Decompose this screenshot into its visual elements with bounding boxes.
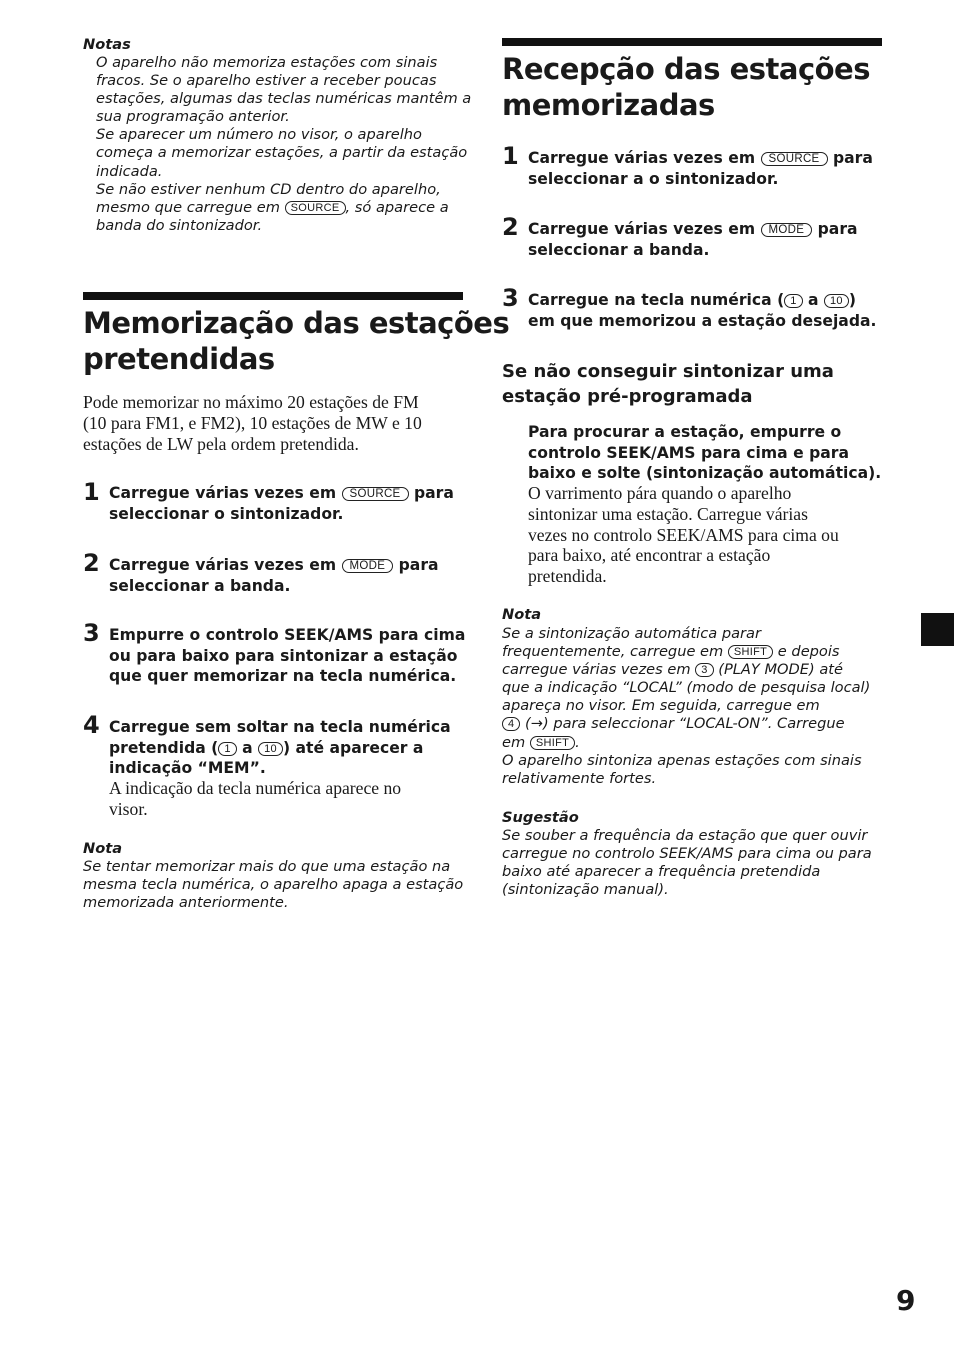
notes-line: indicada. — [96, 162, 163, 180]
shift-key: SHIFT — [530, 736, 575, 750]
step-text: Carregue várias vezes em SOURCE para seleccionar o sintonizador. — [109, 484, 454, 523]
mode-key: MODE — [761, 223, 813, 237]
step-text: Empurre o controlo SEEK/AMS para cima ou para baixo para sintonizar a estação que quer memorizar na tecla numérica. — [109, 626, 466, 686]
shift-key: SHIFT — [728, 645, 773, 659]
step-text: Carregue sem soltar na tecla numérica pretendida ( 1 a 10 ) até aparecer a indicação “MEM”. — [109, 718, 451, 778]
section-title-recepcao: Recepção das estações memorizadas — [502, 52, 870, 122]
sugestao-label: Sugestão — [502, 809, 579, 826]
instruction-bold: Para procurar a estação, empurre o controlo SEEK/AMS para cima e para baixo e solte (sintonização automática). — [528, 423, 882, 483]
step-detail: A indicação da tecla numérica aparece no visor. — [109, 778, 402, 819]
key-1: 1 — [784, 294, 802, 308]
key-3: 3 — [695, 663, 713, 677]
notes-line: estações, algumas das teclas numéricas mantêm a — [96, 90, 472, 108]
nota-text: Se a sintonização automática parar frequentemente, carregue em SHIFT e depois carregue várias vezes em 3 (PLAY MODE) até que a indicação “LOCAL” (modo de pesquisa local) apareça no visor. Em seguida, carregue em 4 (→) para seleccionar “LOCAL-ON”. Carregue em SHIFT . O aparelho sintoniza apenas estações com sinais relativamente fortes. — [502, 625, 871, 787]
nota-text: Se tentar memorizar mais do que uma estação na mesma tecla numérica, o aparelho apaga a estação memorizada anteriormente. — [83, 858, 464, 912]
step-text: Carregue várias vezes em SOURCE para seleccionar a o sintonizador. — [528, 149, 873, 188]
notes-line: começa a memorizar estações, a partir da estação — [96, 144, 468, 162]
source-key: SOURCE — [342, 487, 409, 501]
arrow-right-icon: → — [530, 715, 543, 733]
step-text: Carregue várias vezes em MODE para seleccionar a banda. — [528, 220, 858, 259]
section-rule — [83, 292, 463, 300]
step-number: 1 — [83, 478, 100, 506]
subheading: Se não conseguir sintonizar uma estação pré-programada — [502, 361, 834, 407]
step-text: Carregue várias vezes em MODE para seleccionar a banda. — [109, 556, 439, 595]
key-10: 10 — [824, 294, 849, 308]
step-number: 3 — [502, 284, 519, 312]
notes-line: banda do sintonizador. — [96, 216, 263, 234]
source-key: SOURCE — [285, 201, 346, 215]
notes-line: fracos. Se o aparelho estiver a receber poucas — [96, 72, 437, 90]
step-number: 3 — [83, 619, 100, 647]
section-title-memorizacao: Memorização das estações pretendidas — [83, 306, 510, 376]
notes-line: Se aparecer um número no visor, o aparelho — [96, 126, 422, 144]
notes-text — [96, 54, 476, 235]
notes-line: O aparelho não memoriza estações com sinais — [96, 54, 438, 71]
key-4: 4 — [502, 717, 520, 731]
section-tab-marker — [921, 613, 954, 646]
step-number: 2 — [83, 549, 100, 577]
notes-line: Se não estiver nenhum CD dentro do aparelho, — [96, 180, 441, 198]
source-key: SOURCE — [761, 152, 828, 166]
nota-label: Nota — [83, 840, 123, 857]
step-number: 2 — [502, 213, 519, 241]
notes-line: mesmo que carregue em SOURCE , só aparece a — [96, 198, 449, 216]
nota-label: Nota — [502, 606, 542, 623]
page-number: 9 — [896, 1284, 916, 1317]
section-rule — [502, 38, 882, 46]
key-1: 1 — [218, 742, 236, 756]
step-text: Carregue na tecla numérica ( 1 a 10 ) em que memorizou a estação desejada. — [528, 291, 877, 330]
sugestao-text: Se souber a frequência da estação que quer ouvir carregue no controlo SEEK/AMS para cima ou para baixo até aparecer a frequência pretendida (sintonização manual). — [502, 827, 872, 899]
key-10: 10 — [258, 742, 283, 756]
step-number: 1 — [502, 142, 519, 170]
intro-paragraph: Pode memorizar no máximo 20 estações de FM (10 para FM1, e FM2), 10 estações de MW e 10 estações de LW pela ordem pretendida. — [83, 392, 422, 454]
instruction-text: O varrimento pára quando o aparelho sintonizar uma estação. Carregue várias vezes no controlo SEEK/AMS para cima ou para baixo, até encontrar a estação pretendida. — [528, 483, 839, 587]
step-number: 4 — [83, 711, 100, 739]
notes-label: Notas — [83, 36, 131, 53]
mode-key: MODE — [342, 559, 394, 573]
notes-line: sua programação anterior. — [96, 108, 290, 126]
